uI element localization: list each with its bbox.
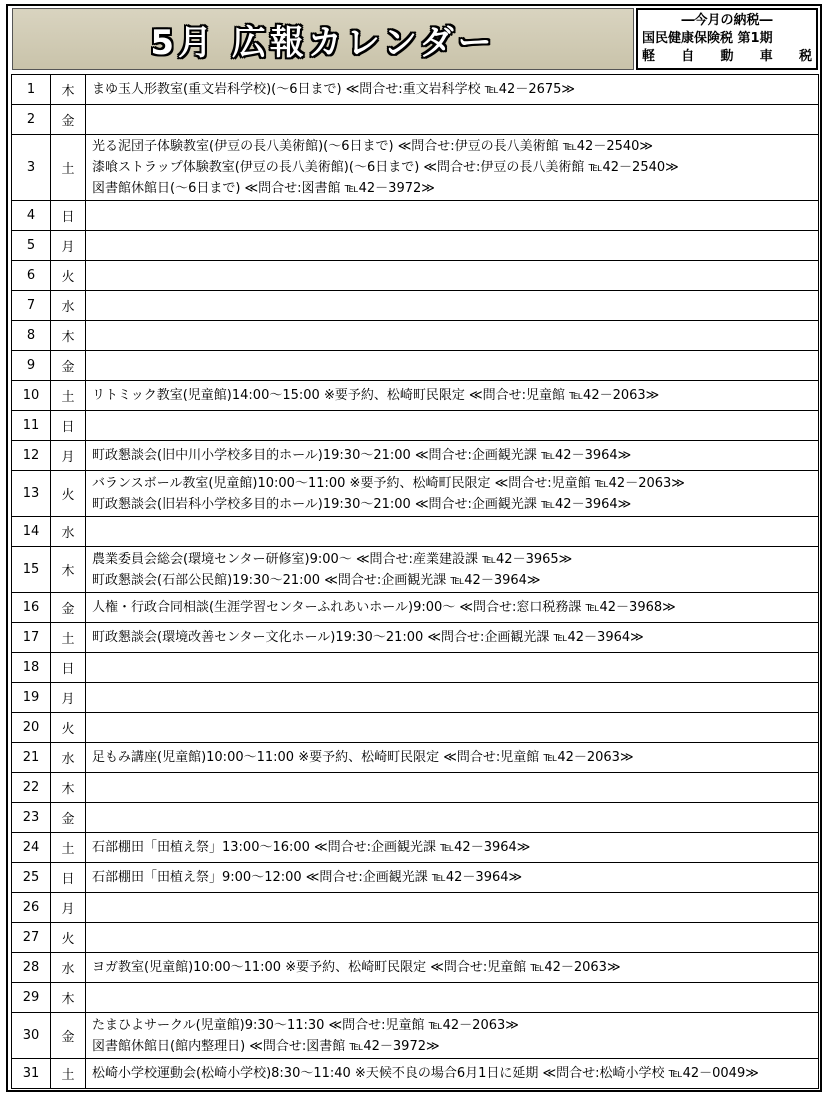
day-number: 6 bbox=[12, 261, 51, 291]
event-cell bbox=[86, 983, 819, 1013]
event-entry: まゆ玉人形教室(重文岩科学校)(～6日まで) ≪問合せ:重文岩科学校 ℡42－2675≫ bbox=[92, 82, 576, 97]
calendar-page bbox=[6, 4, 822, 1092]
calendar-row bbox=[12, 593, 819, 623]
weekday: 木 bbox=[51, 773, 86, 803]
event-entry: 町政懇談会(石部公民館)19:30～21:00 ≪問合せ:企画観光課 ℡42－3964≫ bbox=[92, 572, 541, 588]
weekday: 月 bbox=[51, 893, 86, 923]
calendar-row bbox=[12, 201, 819, 231]
weekday: 金 bbox=[51, 105, 86, 135]
calendar-row bbox=[12, 261, 819, 291]
calendar-row bbox=[12, 683, 819, 713]
tax-char: 動 bbox=[720, 49, 734, 64]
weekday: 日 bbox=[51, 201, 86, 231]
event-cell bbox=[86, 803, 819, 833]
weekday: 月 bbox=[51, 231, 86, 261]
weekday: 火 bbox=[51, 923, 86, 953]
weekday: 土 bbox=[51, 623, 86, 653]
event-cell bbox=[86, 291, 819, 321]
calendar-row bbox=[12, 135, 819, 201]
calendar-row bbox=[12, 1013, 819, 1059]
calendar-row bbox=[12, 351, 819, 381]
event-cell bbox=[86, 321, 819, 351]
event-entry: 足もみ講座(児童館)10:00～11:00 ※要予約、松崎町民限定 ≪問合せ:児童館 ℡42－2063≫ bbox=[92, 750, 634, 765]
day-number: 22 bbox=[12, 773, 51, 803]
calendar-row bbox=[12, 231, 819, 261]
weekday: 日 bbox=[51, 653, 86, 683]
event-cell bbox=[86, 623, 819, 653]
tax-char: 軽 bbox=[642, 49, 656, 64]
event-cell bbox=[86, 231, 819, 261]
weekday: 日 bbox=[51, 411, 86, 441]
calendar-table bbox=[11, 74, 819, 1089]
event-cell bbox=[86, 743, 819, 773]
weekday: 金 bbox=[51, 593, 86, 623]
event-cell bbox=[86, 547, 819, 593]
event-cell bbox=[86, 863, 819, 893]
event-entry: リトミック教室(児童館)14:00～15:00 ※要予約、松崎町民限定 ≪問合せ:児童館 ℡42－2063≫ bbox=[92, 388, 660, 403]
calendar-row bbox=[12, 983, 819, 1013]
event-cell bbox=[86, 517, 819, 547]
event-entry: 図書館休館日(～6日まで) ≪問合せ:図書館 ℡42－3972≫ bbox=[92, 181, 435, 196]
day-number: 7 bbox=[12, 291, 51, 321]
event-entry: 図書館休館日(館内整理日) ≪問合せ:図書館 ℡42－3972≫ bbox=[92, 1038, 440, 1054]
tax-item-light-vehicle bbox=[642, 48, 812, 66]
weekday: 水 bbox=[51, 291, 86, 321]
day-number: 3 bbox=[12, 135, 51, 201]
event-cell bbox=[86, 833, 819, 863]
calendar-row bbox=[12, 321, 819, 351]
calendar-row bbox=[12, 441, 819, 471]
calendar-header bbox=[8, 6, 820, 74]
day-number: 21 bbox=[12, 743, 51, 773]
event-entry: 石部棚田「田植え祭」9:00～12:00 ≪問合せ:企画観光課 ℡42－3964≫ bbox=[92, 870, 523, 885]
event-cell bbox=[86, 653, 819, 683]
weekday: 金 bbox=[51, 803, 86, 833]
event-entry: 松崎小学校運動会(松崎小学校)8:30～11:40 ※天候不良の場合6月1日に延期 ≪問合せ:松崎小学校 ℡42－0049≫ bbox=[92, 1066, 759, 1081]
event-cell bbox=[86, 381, 819, 411]
event-cell bbox=[86, 1013, 819, 1059]
day-number: 16 bbox=[12, 593, 51, 623]
event-entry: 漆喰ストラップ体験教室(伊豆の長八美術館)(～6日まで) ≪問合せ:伊豆の長八美術館 ℡42－2540≫ bbox=[92, 160, 679, 175]
day-number: 19 bbox=[12, 683, 51, 713]
event-cell bbox=[86, 105, 819, 135]
event-entry: 農業委員会総会(環境センター研修室)9:00～ ≪問合せ:産業建設課 ℡42－3965≫ bbox=[92, 551, 573, 567]
calendar-row bbox=[12, 923, 819, 953]
day-number: 9 bbox=[12, 351, 51, 381]
event-entry: たまひよサークル(児童館)9:30～11:30 ≪問合せ:児童館 ℡42－2063≫ bbox=[92, 1017, 519, 1033]
calendar-row bbox=[12, 411, 819, 441]
calendar-row bbox=[12, 893, 819, 923]
event-cell bbox=[86, 411, 819, 441]
event-cell bbox=[86, 923, 819, 953]
calendar-row bbox=[12, 517, 819, 547]
weekday: 火 bbox=[51, 713, 86, 743]
day-number: 8 bbox=[12, 321, 51, 351]
tax-notice-box bbox=[636, 8, 818, 70]
weekday: 水 bbox=[51, 743, 86, 773]
weekday: 火 bbox=[51, 471, 86, 517]
day-number: 30 bbox=[12, 1013, 51, 1059]
weekday: 土 bbox=[51, 833, 86, 863]
day-number: 28 bbox=[12, 953, 51, 983]
event-entry: ヨガ教室(児童館)10:00～11:00 ※要予約、松崎町民限定 ≪問合せ:児童館 ℡42－2063≫ bbox=[92, 960, 621, 975]
day-number: 1 bbox=[12, 75, 51, 105]
event-cell bbox=[86, 261, 819, 291]
event-cell bbox=[86, 135, 819, 201]
tax-char: 自 bbox=[681, 49, 695, 64]
calendar-row bbox=[12, 653, 819, 683]
weekday: 木 bbox=[51, 75, 86, 105]
event-cell bbox=[86, 953, 819, 983]
day-number: 5 bbox=[12, 231, 51, 261]
event-cell bbox=[86, 713, 819, 743]
calendar-row bbox=[12, 291, 819, 321]
weekday: 金 bbox=[51, 1013, 86, 1059]
event-entry: 石部棚田「田植え祭」13:00～16:00 ≪問合せ:企画観光課 ℡42－3964≫ bbox=[92, 840, 531, 855]
day-number: 11 bbox=[12, 411, 51, 441]
weekday: 水 bbox=[51, 953, 86, 983]
weekday: 木 bbox=[51, 983, 86, 1013]
calendar-row bbox=[12, 547, 819, 593]
tax-notice-title: ―今月の納税― bbox=[681, 13, 773, 28]
day-number: 18 bbox=[12, 653, 51, 683]
title-banner bbox=[12, 8, 634, 70]
event-entry: バランスボール教室(児童館)10:00～11:00 ※要予約、松崎町民限定 ≪問合せ:児童館 ℡42－2063≫ bbox=[92, 475, 685, 491]
calendar-row bbox=[12, 381, 819, 411]
calendar-row bbox=[12, 773, 819, 803]
tax-item-health-insurance: 国民健康保険税 第1期 bbox=[642, 31, 773, 46]
weekday: 月 bbox=[51, 441, 86, 471]
day-number: 4 bbox=[12, 201, 51, 231]
event-entry: 光る泥団子体験教室(伊豆の長八美術館)(～6日まで) ≪問合せ:伊豆の長八美術館 ℡42－2540≫ bbox=[92, 139, 654, 154]
day-number: 23 bbox=[12, 803, 51, 833]
day-number: 24 bbox=[12, 833, 51, 863]
weekday: 日 bbox=[51, 863, 86, 893]
weekday: 金 bbox=[51, 351, 86, 381]
event-cell bbox=[86, 593, 819, 623]
event-entry: 町政懇談会(環境改善センター文化ホール)19:30～21:00 ≪問合せ:企画観光課 ℡42－3964≫ bbox=[92, 630, 644, 645]
day-number: 12 bbox=[12, 441, 51, 471]
day-number: 25 bbox=[12, 863, 51, 893]
day-number: 15 bbox=[12, 547, 51, 593]
calendar-row bbox=[12, 953, 819, 983]
tax-char: 車 bbox=[759, 49, 773, 64]
event-cell bbox=[86, 441, 819, 471]
calendar-row bbox=[12, 833, 819, 863]
calendar-row bbox=[12, 803, 819, 833]
weekday: 土 bbox=[51, 135, 86, 201]
event-cell bbox=[86, 471, 819, 517]
calendar-row bbox=[12, 75, 819, 105]
event-entry: 町政懇談会(旧岩科小学校多目的ホール)19:30～21:00 ≪問合せ:企画観光課 ℡42－3964≫ bbox=[92, 496, 632, 512]
event-entry: 町政懇談会(旧中川小学校多目的ホール)19:30～21:00 ≪問合せ:企画観光課 ℡42－3964≫ bbox=[92, 448, 632, 463]
weekday: 月 bbox=[51, 683, 86, 713]
day-number: 10 bbox=[12, 381, 51, 411]
day-number: 26 bbox=[12, 893, 51, 923]
day-number: 13 bbox=[12, 471, 51, 517]
weekday: 木 bbox=[51, 321, 86, 351]
calendar-row bbox=[12, 713, 819, 743]
event-cell bbox=[86, 201, 819, 231]
calendar-row bbox=[12, 743, 819, 773]
weekday: 水 bbox=[51, 517, 86, 547]
calendar-row bbox=[12, 471, 819, 517]
weekday: 土 bbox=[51, 381, 86, 411]
tax-char: 税 bbox=[798, 49, 812, 64]
event-cell bbox=[86, 351, 819, 381]
calendar-row bbox=[12, 105, 819, 135]
event-cell bbox=[86, 773, 819, 803]
page-title: 5月 広報カレンダー bbox=[150, 22, 496, 63]
calendar-row bbox=[12, 863, 819, 893]
event-cell bbox=[86, 683, 819, 713]
event-entry: 人権・行政合同相談(生涯学習センターふれあいホール)9:00～ ≪問合せ:窓口税務課 ℡42－3968≫ bbox=[92, 600, 676, 615]
event-cell bbox=[86, 893, 819, 923]
event-cell bbox=[86, 1059, 819, 1089]
day-number: 29 bbox=[12, 983, 51, 1013]
day-number: 31 bbox=[12, 1059, 51, 1089]
day-number: 2 bbox=[12, 105, 51, 135]
calendar-row bbox=[12, 623, 819, 653]
weekday: 火 bbox=[51, 261, 86, 291]
weekday: 木 bbox=[51, 547, 86, 593]
event-cell bbox=[86, 75, 819, 105]
day-number: 27 bbox=[12, 923, 51, 953]
calendar-row bbox=[12, 1059, 819, 1089]
day-number: 14 bbox=[12, 517, 51, 547]
day-number: 17 bbox=[12, 623, 51, 653]
day-number: 20 bbox=[12, 713, 51, 743]
weekday: 土 bbox=[51, 1059, 86, 1089]
